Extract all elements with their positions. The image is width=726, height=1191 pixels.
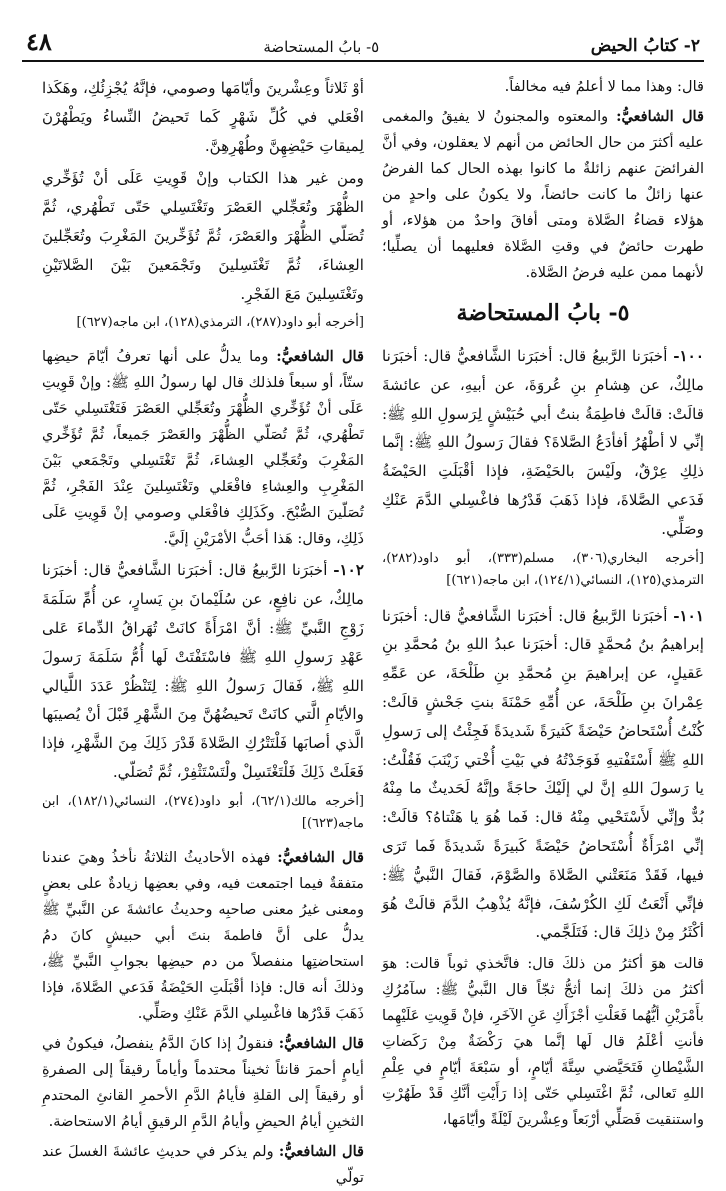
- hadith-text: أخبَرَنا الرَّبيعُ قال: أخبَرَنا الشَّافعيُّ قال: أخبَرَنا مالِكٌ، عن نافِعٍ، عن سُلَيْمانَ بنِ يَسارٍ، عن أُمِّ سَلَمَةَ زَوْجِ النَّبيِّ ﷺ: أنَّ امْرَأَةً كانَتْ تُهَراقُ الدِّماءَ عَلى عَهْدِ رَسولِ اللهِ ﷺ فاسْتَفْتَتْ لَها أُمُّ سَلَمَةَ رَسولَ اللهِ ﷺ، فَقالَ رَسولُ اللهِ ﷺ: لِتَنْظُرْ عَدَدَ اللَّيالي والأيّامِ الَّتي كانَتْ تَحيضُهُنَّ مِنَ الشَّهْرِ قَبْلَ أنْ يُصيبَها الَّذي أصابَها فَلْتَتْرُكِ الصَّلاةَ قَدْرَ ذَلِكَ مِنَ الشَّهْرِ، فإذا فَعَلَتْ ذَلِكَ فَلْتَغْتَسِلْ ولْتَسْتَثْفِرْ، ثُمَّ تُصَلّي.: [42, 561, 364, 781]
- paragraph-text: فهذه الأحاديثُ الثلاثةُ نأخذُ وهيَ عندنا متفقةٌ فيما اجتمعت فيه، وفي بعضِها زيادةٌ على بعضٍ ومعنى غيرُ معنى صاحبِه وحديثُ عائشةَ عن النَّبيِّ ﷺ يدلُّ على أنَّ فاطمةَ بنتَ أبي حبيشٍ كانَ دمُ استحاضتِها منفصلاً من دم حيضِها بجوابِ النَّبيِّ ﷺ، وذلكَ أنه قال: فإذا أقْبَلَتِ الحَيْضَةُ فَدَعي الصَّلاةَ، فإذا ذَهَبَ قَدْرُها فاغْسِلي الدَّمَ عَنْكِ وصَلِّي.: [42, 848, 364, 1022]
- text-columns: [22, 74, 704, 1186]
- paragraph: [42, 845, 364, 1027]
- paragraph: [42, 1031, 364, 1135]
- hadith-reference: [أخرجه أبو داود(٢٨٧)، الترمذي(١٢٨)، ابن ماجه(٦٢٧)]: [76, 315, 364, 331]
- speaker-label: قال الشافعيُّ:: [277, 848, 364, 866]
- paragraph-text: ولم يذكر في حديثِ عائشةَ الغسلَ عند تولّي: [42, 1142, 364, 1186]
- speaker-label: قال الشافعيُّ:: [278, 1142, 365, 1160]
- hadith-number: ١٠٢-: [333, 561, 364, 580]
- running-title-chapter: ٥- بابُ المستحاضة: [263, 38, 380, 56]
- paragraph-text: فنقولُ إذا كانَ الدَّمُ ينفصلُ، فيكونُ في أيامٍ أحمرَ قانئاً ثخيناً محتدماً وأياماً رقيقاً إلى الصفرةِ أو رقيقاً إلى القلةِ فأيامُ الدَّمِ الأحمرِ القانئِ المحتدمِ الثخينِ أيامُ الحيضِ وأيامُ الدَّمِ الرقيقِ أيامُ الاستحاضة.: [42, 1034, 364, 1130]
- hadith-text: أخبَرَنا الرَّبيعُ قال: أخبَرَنا الشَّافعيُّ قال: أخبَرَنا إبراهيمُ بنُ مُحمَّدٍ قال: أخبَرَنا عبدُ اللهِ بنُ مُحمَّدِ بنِ عَقيلٍ، عن إبراهيمَ بنِ مُحمَّدِ بنِ طَلْحَةَ، عن عَمِّهِ عِمْرانَ بنِ طَلْحَةَ، عن أُمِّهِ حَمْنَةَ بنتِ جَحْشٍ قالَتْ: كُنْتُ أُسْتَحاضُ حَيْضَةً كَثيرَةً شَديدَةً فَجِئْتُ إلى رَسولِ اللهِ ﷺ أَسْتَفْتيهِ فَوَجَدْتُهُ في بَيْتِ أُخْتي زَيْنَبَ فَقُلْتُ: يا رَسولَ اللهِ إنَّ لي إلَيْكَ حاجَةً وإنَّهُ لَحَديثٌ ما مِنْهُ بُدٌّ وإنِّي لأَسْتَحْيي مِنْهُ قال: فَما هُوَ يا هَنْتاهُ؟ قالَتْ: إنِّي امْرَأَةٌ أُسْتَحاضُ حَيْضَةً كَبيرَةً شَديدَةً فَما تَرَى فيها، فَقَدْ مَنَعَتْني الصَّلاةَ والصَّوْمَ، فَقالَ النَّبيُّ ﷺ: فإنِّي أَنْعَتُ لَكِ الكُرْسُفَ، فإنَّهُ يُذْهِبُ الدَّمَ قالَتْ هُوَ أكْثَرُ مِنْ ذلِكَ قال: فَتَلَجَّمي.: [382, 606, 704, 942]
- hadith-number: ١٠١-: [673, 606, 704, 625]
- hadith-number: ١٠٠-: [673, 347, 704, 365]
- chapter-title: ٥- بابُ المستحاضة: [456, 300, 630, 326]
- paragraph-text: أوْ ثَلاثاً وعِشْرينَ وأيّامَها وصومي، فإنَّهُ يُجْزِئُكِ، وهَكَذا افْعَلي في كُلِّ شَهْرٍ كَما تَحيضُ النِّساءُ ويَطْهُرْنَ لِميقاتِ حَيْضِهِنَّ وطُهْرِهِنَّ.: [42, 79, 364, 155]
- hadith-text: أخبَرَنا الرَّبيعُ قال: أخبَرَنا الشَّافعيُّ قال: أخبَرَنا مالِكٌ، عن هِشامِ بنِ عُروَةَ، عن أبيهِ، عن عائشةَ قالَتْ: قالَتْ فاطِمَةُ بنتُ أبي حُبَيْشٍ لِرَسولِ اللهِ ﷺ: إنِّي لا أطْهُرُ أفأدَعُ الصَّلاةَ؟ فقالَ رَسولُ اللهِ ﷺ: إنَّما ذلِكِ عِرْقٌ، ولَيْسَ بالحَيْضَةِ، فإذا أقْبَلَتِ الحَيْضَةُ فَدَعي الصَّلاةَ، فإذا ذَهَبَ قَدْرُها فاغْسِلي الدَّمَ عَنْكِ وصَلِّي.: [382, 347, 704, 538]
- hadith-100: [382, 342, 704, 544]
- running-title-book: ٢- كتابُ الحيض: [590, 36, 700, 56]
- right-column: [382, 74, 704, 1129]
- hadith-102: [42, 556, 364, 786]
- page-number: ٤٨: [26, 27, 52, 56]
- hadith-101: [382, 602, 704, 948]
- paragraph: [382, 951, 704, 1133]
- paragraph-text: والمعتوه والمجنونُ لا يفيقُ والمغمى عليه أكثرَ من حال الحائض من أنهم لا يعقلون، وفي أنَّ الفرائضَ عنهم زائلةٌ ما كانوا بهذه الحال كما الفرضُ عنها زائلٌ ما كانت حائضاً، ولا يكونُ على واحدٍ من هؤلاء قضاءُ الصَّلاة ومتى أفاقَ واحدٌ من هؤلاء، أو طهرت حائضٌ في وقتِ الصَّلاة فعليهما أن يصلِّيا؛ لأنهما ممن عليه فرضُ الصَّلاة.: [382, 108, 704, 281]
- left-column: [42, 74, 365, 1186]
- paragraph-text: ومن غير هذا الكتاب وإنْ قَوِيتِ عَلَى أنْ تُؤَخِّري الظُّهْرَ وتُعَجِّلي العَصْرَ وتَغْتَسِلي حَتّى تَطْهُري، ثُمَّ تُصَلّي الظُّهْرَ والعَصْرَ، ثُمَّ تُؤَخِّرينَ المَغْرِبَ وتُعَجِّلينَ العِشاءَ، ثُمَّ تَغْتَسِلينَ وتَجْمَعينَ بَيْنَ الصَّلاتَيْنِ وتَغْتَسِلينَ مَعَ الفَجْرِ.: [42, 169, 364, 303]
- hadith-reference: [أخرجه البخاري(٣٠٦)، مسلم(٣٣٣)، أبو داود(٢٨٢)، الترمذي(١٢٥)، النسائي(١٢٤/١)، ابن ماجه(٦٢١)]: [382, 550, 704, 588]
- paragraph: [382, 104, 704, 286]
- hadith-reference: [أخرجه مالك(٦٢/١)، أبو داود(٢٧٤)، النسائي(١٨٢/١)، ابن ماجه(٦٢٣)]: [42, 793, 365, 831]
- paragraph: [382, 74, 704, 100]
- page-header: [22, 22, 704, 62]
- paragraph: [42, 344, 364, 552]
- paragraph: [42, 164, 364, 308]
- paragraph-text: قال: وهذا مما لا أعلمُ فيه مخالفاً.: [504, 78, 704, 95]
- speaker-label: قال الشافعيُّ:: [616, 108, 704, 125]
- paragraph: [42, 74, 364, 160]
- speaker-label: قال الشافعيُّ:: [276, 348, 364, 366]
- paragraph: [42, 1139, 364, 1191]
- paragraph-text: وما يدلُّ على أنها تعرفُ أيّامَ حيضِها ستّاً، أو سبعاً فلذلك قال لها رسولُ اللهِ ﷺ: وإنْ قَوِيتِ عَلَى أنْ تُؤَخِّري الظُّهْرَ وتُعَجِّلي العَصْرَ فَتَغْتَسِلي حَتّى تَطْهُري، ثُمَّ تُصَلّي الظُّهْرَ والعَصْرَ جَميعاً، ثُمَّ تُؤَخِّري المَغْرِبَ وتُعَجِّلي العِشاءَ، ثُمَّ تَغْتَسِلي وتَجْمَعي بَيْنَ المَغْرِبِ والعِشاءِ فافْعَلي وتَغْتَسِلينَ عِنْدَ الفَجْرِ، ثُمَّ تُصَلّينَ الصُّبْحَ. وكَذَلِكِ فافْعَلي وصومي إنْ قَوِيتِ عَلَى ذَلِكِ، وقال: هَذا أحَبُّ الأمْرَيْنِ إلَيَّ.: [42, 348, 364, 548]
- paragraph-text: قالت هوَ أكثرُ من ذلكَ قال: فاتَّخذي ثوباً قالت: هوَ أكثرُ من ذلكَ إنما أثجُّ ثجّاً قال النَّبيُّ ﷺ: سآمُرُكِ بأَمْرَيْنِ أيُّهُما فَعَلْتِ أجْزَأَكِ عَنِ الآخَرِ، فإنْ قَوِيتِ عَلَيْهِما فأنتِ أعْلَمُ قال لَها إنَّما هيَ رَكْضَةٌ مِنْ رَكَضاتِ الشَّيْطانِ فَتَحَيَّضي سِتَّةَ أيّامٍ، أو سَبْعَةَ أيّامٍ في عِلْمِ اللهِ تَعالى، ثُمَّ اغْتَسِلي حَتّى إذا رَأَيْتِ أنَّكِ قَدْ طَهُرْتِ واستنقيت فَصَلِّي أرْبَعاً وعِشْرينَ لَيْلَةً وأيّامَها،: [382, 955, 704, 1129]
- speaker-label: قال الشافعيُّ:: [278, 1034, 364, 1052]
